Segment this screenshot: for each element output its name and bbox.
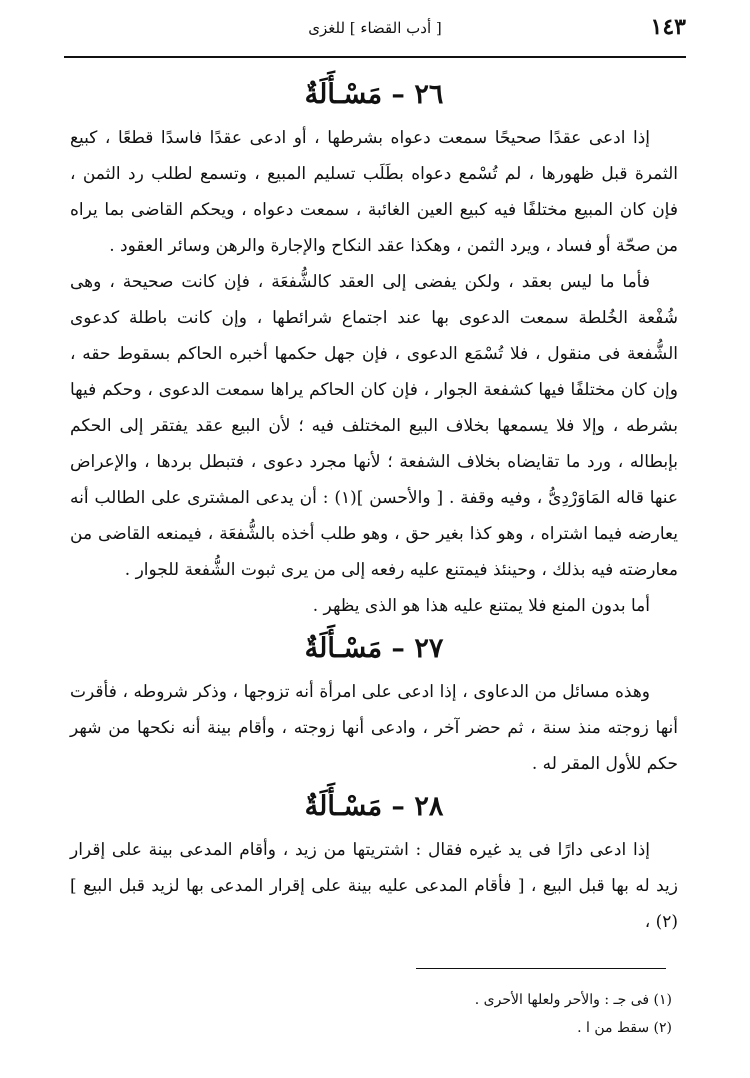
paragraph: فأما ما ليس بعقد ، ولكن يفضى إلى العقد كالشُّفعَة ، فإن كانت صحيحة ، وهى شُفْعة الخُلطة سمعت الدعوى بها عند اجتماع شرائطها ، وإن كانت باطلة كدعوى الشُّفعة فى منقول ، فلا تُسْمَع الدعوى ، فإن جهل حكمها أخبره الحاكم بسقوط حقه ، وإن كان مختلفًا فيها كشفعة الجوار ، فإن كان الحاكم يراها سمعت الدعوى ، وحكم فيها بشرطه ، وإلا فلا يسمعها بخلاف البيع المختلف فيه ؛ لأن البيع عقد يفتقر إلى الحكم بإبطاله ، ورد ما تقايضاه بخلاف الشفعة ؛ لأنها مجرد دعوى ، فتبطل بردها ، والإعراض عنها قاله المَاوَرْدِىُّ ، وفيه وقفة . [ والأحسن ](١) : أن يدعى المشترى على الطالب أنه يعارضه فيما اشتراه ، وهو كذا بغير حق ، وهو طلب أخذه بالشُّفعَة ، فيمنعه القاضى من معارضته فيه بذلك ، وحينئذ فيمتنع عليه رفعه إلى من يرى ثبوت الشُّفعة للجوار . — [70, 272, 679, 580]
paragraph: إذا ادعى دارًا فى يد غيره فقال : اشتريتها من زيد ، وأقام المدعى بينة على إقرار زيد له بها قبل البيع ، [ فأقام المدعى عليه بينة على إقرار المدعى بها لزيد قبل البيع ](٢) ، — [70, 840, 678, 932]
paragraph: إذا ادعى عقدًا صحيحًا سمعت دعواه بشرطها ، أو ادعى عقدًا فاسدًا قطعًا ، كبيع الثمرة قبل ظهورها ، لم تُسْمع دعواه بطَلَب تسليم المبيع ، وتسمع لطلب رد الثمن ، فإن كان المبيع مختلفًا فيه كبيع العين الغائبة ، سمعت دعواه ، ويحكم القاضى بما يراه من صحّة أو فساد ، ويرد الثمن ، وهكذا عقد النكاح والإجارة والرهن وسائر العقود . — [70, 128, 678, 256]
footnote-divider — [416, 968, 666, 969]
main-text — [70, 70, 678, 940]
header-divider — [64, 56, 686, 58]
section-heading: ٢٨ – مَسْـأَلَةٌ — [304, 791, 444, 822]
page-header — [64, 14, 686, 50]
page-number: ١٤٣ — [650, 14, 686, 40]
footnote: (١) فى جـ : والأحر ولعلها الأحرى . — [474, 992, 672, 1008]
footnote: (٢) سقط من ا . — [577, 1020, 672, 1036]
paragraph: وهذه مسائل من الدعاوى ، إذا ادعى على امرأة أنه تزوجها ، وذكر شروطه ، فأقرت أنها زوجته منذ سنة ، ثم حضر آخر ، وادعى أنها زوجته ، وأقام بينة أنه نكحها من شهر حكم للأول المقر له . — [70, 682, 678, 774]
paragraph: أما بدون المنع فلا يمتنع عليه هذا هو الذى يظهر . — [312, 596, 650, 616]
running-title: [ أدب القضاء ] للغزى — [308, 19, 442, 37]
footnotes — [80, 986, 672, 1042]
section-heading: ٢٧ – مَسْـأَلَةٌ — [304, 633, 444, 664]
section-heading: ٢٦ – مَسْـأَلَةٌ — [304, 79, 444, 110]
